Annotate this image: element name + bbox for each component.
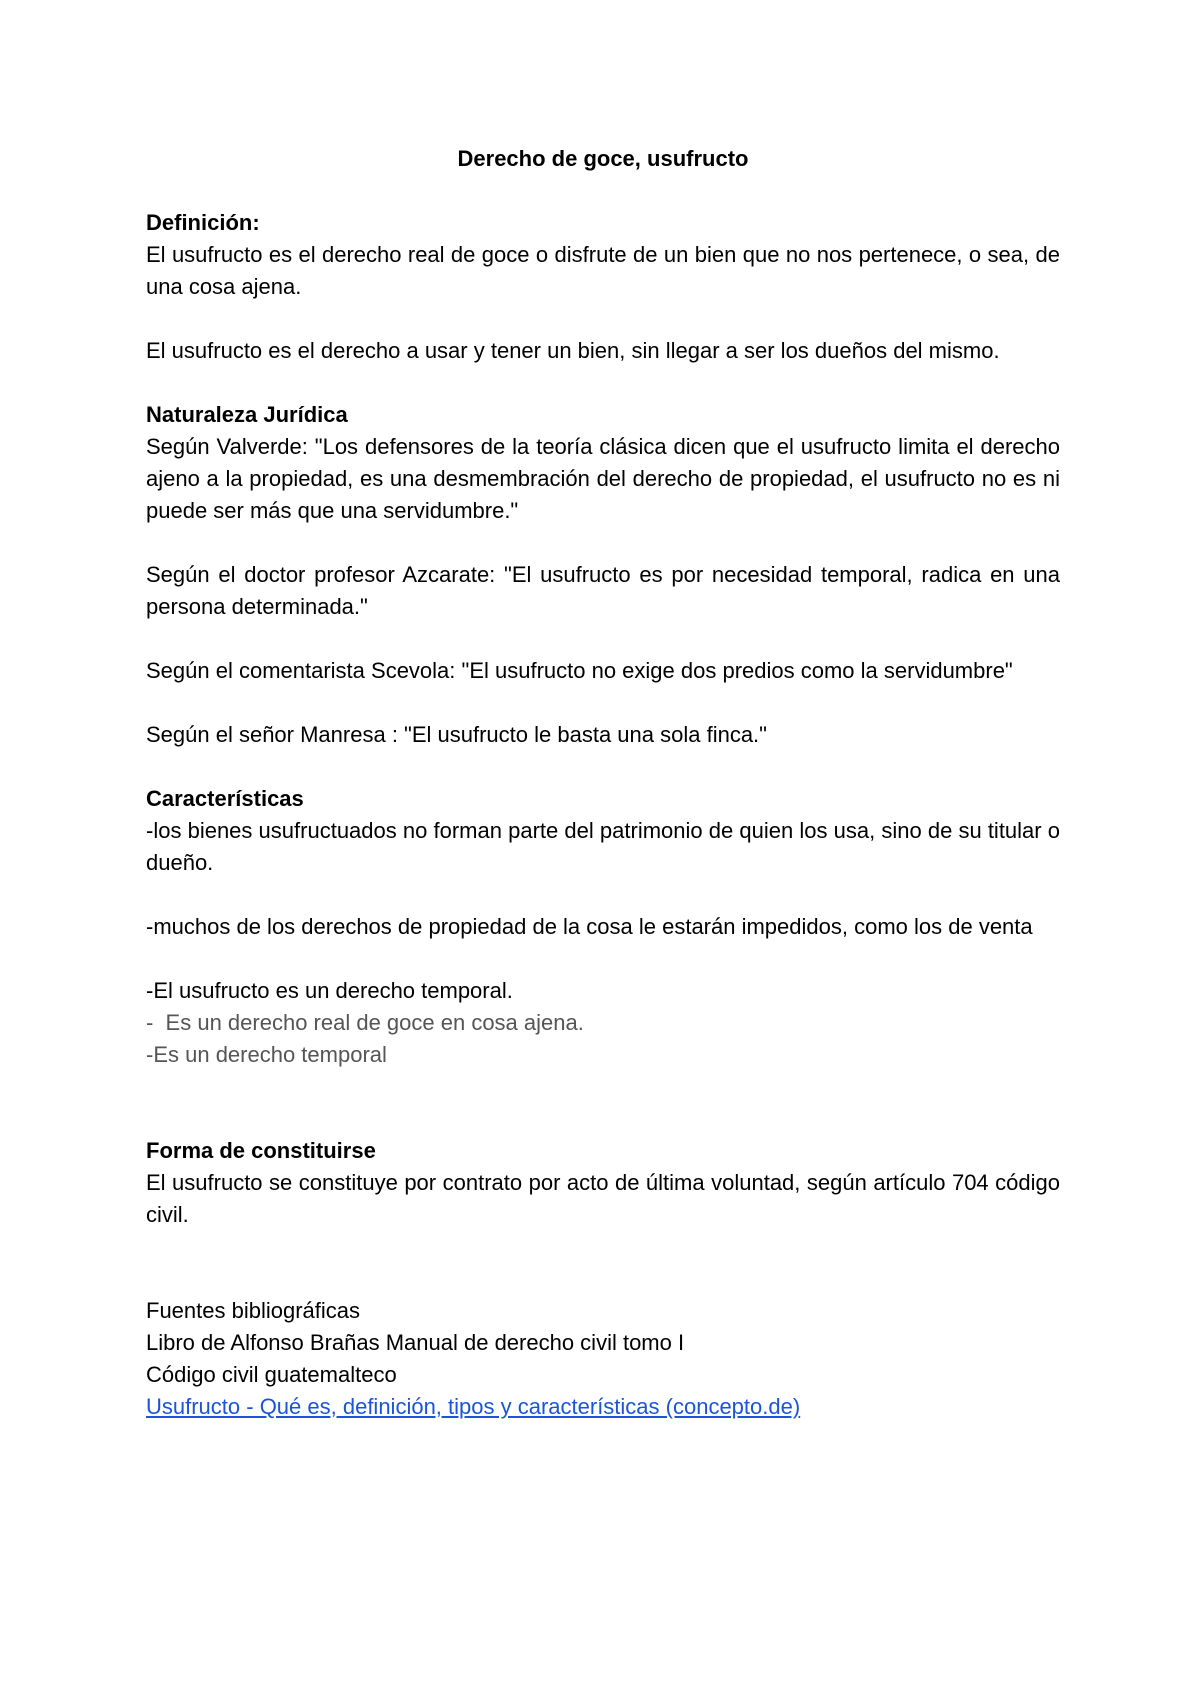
spacer [146,1231,1060,1295]
document-title: Derecho de goce, usufructo [457,146,749,171]
definicion-paragraph-2: El usufructo es el derecho a usar y tener un bien, sin llegar a ser los dueños del mismo. [146,338,1000,363]
spacer [146,943,1060,975]
definicion-paragraph-1: El usufructo es el derecho real de goce o disfrute de un bien que no nos pertenece, o sea, de una cosa ajena. [146,242,1060,299]
caracteristicas-item-4: - Es un derecho real de goce en cosa ajena. [146,1010,584,1035]
heading-forma-de-constituirse: Forma de constituirse [146,1138,376,1163]
fuentes-link-concepto[interactable]: Usufructo - Qué es, definición, tipos y características (concepto.de) [146,1394,801,1419]
caracteristicas-paragraph-2: -muchos de los derechos de propiedad de la cosa le estarán impedidos, como los de venta [146,914,1033,939]
naturaleza-paragraph-2: Según el doctor profesor Azcarate: "El usufructo es por necesidad temporal, radica en una persona determinada." [146,562,1060,619]
spacer [146,879,1060,911]
spacer [146,303,1060,335]
heading-definicion: Definición: [146,210,260,235]
naturaleza-paragraph-4: Según el señor Manresa : "El usufructo le basta una sola finca." [146,722,767,747]
spacer [146,623,1060,655]
forma-paragraph-1: El usufructo se constituye por contrato por acto de última voluntad, según artículo 704 código civil. [146,1170,1060,1227]
caracteristicas-item-3: -El usufructo es un derecho temporal. [146,978,513,1003]
naturaleza-paragraph-3: Según el comentarista Scevola: "El usufructo no exige dos predios como la servidumbre" [146,658,1013,683]
spacer [146,367,1060,399]
spacer [146,527,1060,559]
fuentes-item-libro: Libro de Alfonso Brañas Manual de derecho civil tomo I [146,1330,685,1355]
caracteristicas-item-5: -Es un derecho temporal [146,1042,387,1067]
spacer [146,1071,1060,1135]
document-page [146,143,1060,1423]
heading-caracteristicas: Características [146,786,304,811]
heading-naturaleza-juridica: Naturaleza Jurídica [146,402,348,427]
spacer [146,687,1060,719]
spacer [146,751,1060,783]
fuentes-item-codigo: Código civil guatemalteco [146,1362,397,1387]
naturaleza-paragraph-1: Según Valverde: "Los defensores de la teoría clásica dicen que el usufructo limita el derecho ajeno a la propiedad, es una desmembración del derecho de propiedad, el usufructo no es ni puede ser más que una servidumbre." [146,434,1060,523]
fuentes-heading: Fuentes bibliográficas [146,1298,361,1323]
caracteristicas-paragraph-1: -los bienes usufructuados no forman parte del patrimonio de quien los usa, sino de su titular o dueño. [146,818,1060,875]
